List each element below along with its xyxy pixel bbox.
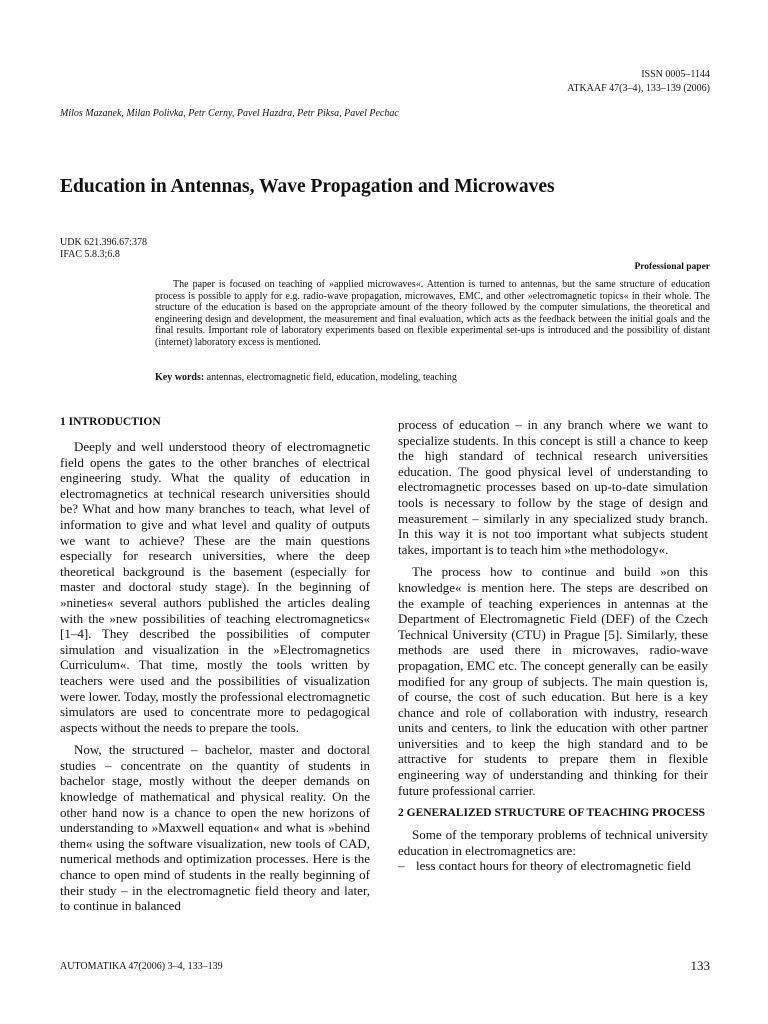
paper-title: Education in Antennas, Wave Propagation and Microwaves [60,176,555,197]
body-paragraph: Now, the structured – bachelor, master and doctoral studies – concentrate on the quantity of students in bachelor stage, mostly without the deeper demands on knowledge of mathematical and physical reality. On the other hand now is a chance to open the new horizons of understanding to »Maxwell equation« and what is »behind them« using the software visualization, new tools of CAD, numerical methods and optimization processes. Here is the chance to open mind of students in the really beginning of their study – in the electromagnetic field theory and later, to continue in balanced [60,742,370,914]
keywords-line [155,372,457,383]
classification-codes [60,237,147,261]
footer-journal: AUTOMATIKA 47(2006) 3–4, 133–139 [60,961,223,972]
page-number: 133 [690,958,710,973]
journal-reference: ATKAAF 47(3–4), 133–139 (2006) [567,83,710,94]
issn-number: ISSN 0005–1144 [641,69,710,80]
keywords-label: Key words: [155,372,205,383]
keywords-text: antennas, electromagnetic field, education, modeling, teaching [206,372,457,383]
author-list: Milos Mazanek, Milan Polivka, Petr Cerny, Pavel Hazdra, Petr Piksa, Pavel Pechac [60,108,399,119]
left-column [60,415,370,921]
section-heading-introduction: 1 INTRODUCTION [60,416,161,428]
body-paragraph: process of education – in any branch where we want to specialize students. In this concept is still a chance to keep the high standard of technical research universities education. The good physical level of understanding to electromagnetic processes based on up-to-date simulation tools is necessary to follow by the stage of design and measurement – similarly in any specialized study branch. In this way it is not too important what subjects student takes, important is to teach him »the methodology«. [398,417,708,557]
list-item [398,858,708,874]
body-paragraph: Deeply and well understood theory of electromagnetic field opens the gates to the other branches of electrical engineering study. What the quality of education in electromagnetics at technical research universities should be? What and how many branches to teach, what level of information to give and what level and quality of outputs we want to achieve? These are the main questions especially for research universities, where the deep theoretical background is the basement (especially for master and doctoral study stage). In the beginning of »nineties« several authors published the articles dealing with the »new possibilities of teaching electromagnetics« [1–4]. They described the possibilities of computer simulation and visualization in the »Electromagnetics Curriculum«. That time, mostly the tools written by teachers were used and the possibilities of visualization were lower. Today, mostly the professional electromagnetic simulators are used to concentrate more to pedagogical aspects without the needs to prepare the tools. [60,439,370,735]
paper-type-label: Professional paper [634,262,710,272]
udk-code: UDK 621.396.67:378 [60,237,147,248]
list-dash: – [398,858,405,874]
body-paragraph: Some of the temporary problems of technical university education in electromagnetics are: [398,827,708,858]
body-paragraph: The process how to continue and build »on this knowledge« is mention here. The steps are described on the example of teaching experiences in antennas at the Department of Electromagnetic Field (DEF) of the Czech Technical University (CTU) in Prague [5]. Similarly, these methods are used there in microwaves, radio-wave propagation, EMC etc. The concept generally can be easily modified for any group of subjects. The main question is, of course, the cost of such education. But here is a key chance and role of collaboration with industry, research units and centers, to link the education with other partner universities and to keep the high standard and to be attractive for students to prepare them in flexible engineering way of understanding and thinking for their future professional carrier. [398,564,708,798]
section-heading-generalized-structure: 2 GENERALIZED STRUCTURE OF TEACHING PROCESS [398,807,706,820]
abstract: The paper is focused on teaching of »applied microwaves«. Attention is turned to antennas, but the same structure of education process is possible to apply for e.g. radio-wave propagation, microwaves, EMC, and other »electromagnetic topics« in their whole. The structure of the education is based on the appropriate amount of the theory followed by the computer simulations, the theoretical and engineering design and development, the measurement and final evaluation, which acts as the feedback between the initial goals and the final results. Important role of laboratory experiments based on flexible experimental set-ups is introduced and the possibility of distant (internet) laboratory excess is mentioned. [155,279,710,348]
list-item-text: less contact hours for theory of electromagnetic field [416,858,691,874]
right-column [398,417,708,874]
issn-block [567,68,710,96]
ifac-code: IFAC 5.8.3;6.8 [60,249,120,260]
